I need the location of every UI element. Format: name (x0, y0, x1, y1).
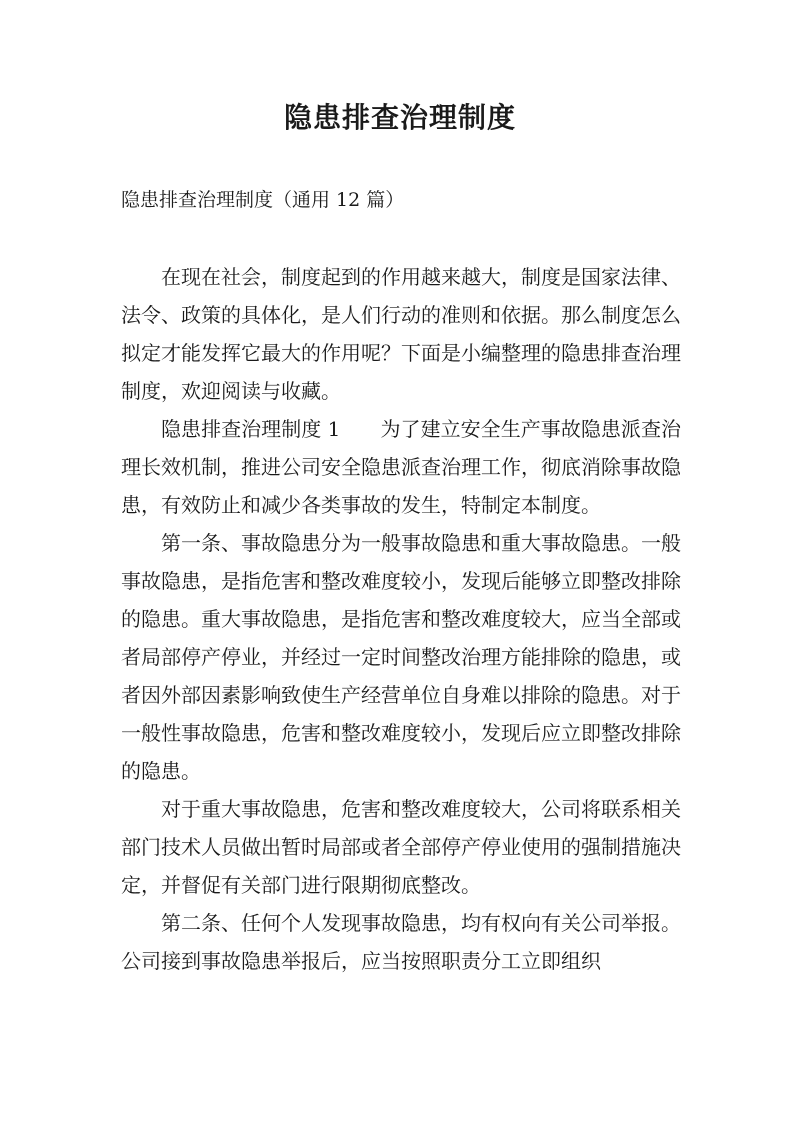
paragraph-section-1: 隐患排查治理制度 1 为了建立安全生产事故隐患派查治理长效机制，推进公司安全隐患派查治理工作，彻底消除事故隐患，有效防止和减少各类事故的发生，特制定本制度。 (121, 417, 681, 517)
paragraph-intro: 在现在社会，制度起到的作用越来越大，制度是国家法律、法令、政策的具体化，是人们行动的准则和依据。那么制度怎么拟定才能发挥它最大的作用呢？下面是小编整理的隐患排查治理制度，欢迎阅读与收藏。 (121, 265, 681, 403)
paragraph-major-hazards: 对于重大事故隐患，危害和整改难度较大，公司将联系相关部门技术人员做出暂时局部或者全部停产停业使用的强制措施决定，并督促有关部门进行限期彻底整改。 (121, 797, 681, 897)
paragraph-article-2: 第二条、任何个人发现事故隐患，均有权向有关公司举报。公司接到事故隐患举报后，应当按照职责分工立即组织 (121, 911, 681, 973)
document-body (121, 258, 681, 980)
paragraph-article-1: 第一条、事故隐患分为一般事故隐患和重大事故隐患。一般事故隐患，是指危害和整改难度较小，发现后能够立即整改排除的隐患。重大事故隐患，是指危害和整改难度较大，应当全部或者局部停产停业，并经过一定时间整改治理方能排除的隐患，或者因外部因素影响致使生产经营单位自身难以排除的隐患。对于一般性事故隐患，危害和整改难度较小，发现后应立即整改排除的隐患。 (121, 531, 681, 783)
document-title: 隐患排查治理制度 (283, 101, 516, 134)
document-subtitle: 隐患排查治理制度（通用 12 篇） (121, 189, 405, 211)
